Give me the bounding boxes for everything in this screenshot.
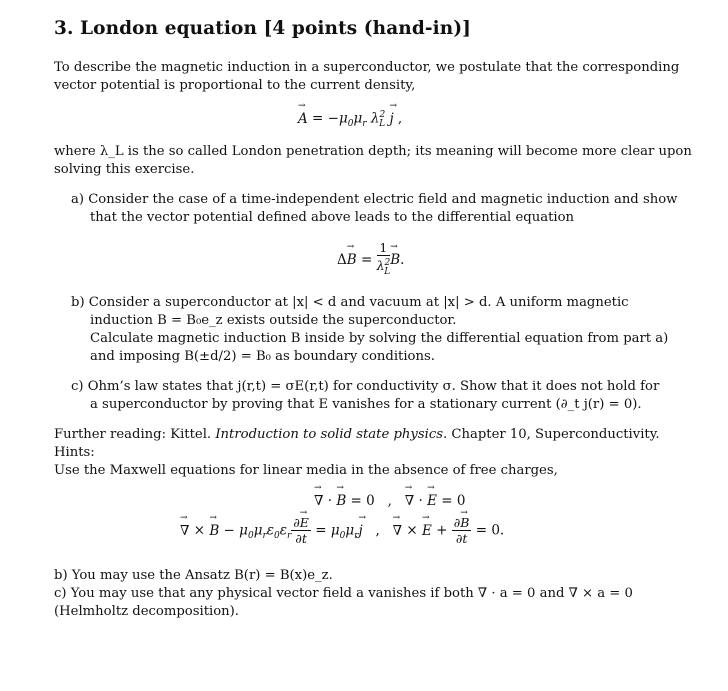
where-line-2: solving this exercise. [54,162,195,177]
hints-label: Hints: [54,445,95,460]
where-line-1: where λ_L is the so called London penetration depth; its meaning will become more clear upon [54,144,692,159]
hint-c-line-2: (Helmholtz decomposition). [54,604,239,619]
hint-c-line-1: c) You may use that any physical vector field a vanishes if both ∇ · a = 0 and ∇ × a = 0 [54,586,633,601]
part-b-line-2: induction B = B₀e_z exists outside the superconductor. [90,313,457,328]
maxwell-intro: Use the Maxwell equations for linear media in the absence of free charges, [54,463,558,478]
further-reading-suffix: Chapter 10, Superconductivity. [447,427,660,442]
part-c-line-2: a superconductor by proving that E vanishes for a stationary current (∂_t j(r) = 0). [90,397,642,412]
intro-line-1: To describe the magnetic induction in a superconductor, we postulate that the corresponding [54,60,680,75]
further-reading [54,426,660,444]
vector-potential-equation: → $A = -\mu_0\mu_r$ $\lambda^2_L \to j$ , [298,110,402,129]
exercise-heading: 3. London equation [4 points (hand-in)] [54,18,472,39]
part-b-line-3: Calculate magnetic induction B inside by solving the differential equation from part a) [90,331,669,346]
part-c-line-1: c) Ohm’s law states that j(r,t) = σE(r,t) for conductivity σ. Show that it does not hold for [71,379,660,394]
part-b-line-4: and imposing B(±d/2) = B₀ as boundary conditions. [90,349,435,364]
london-differential-equation: Δ→ B = $\frac{1}{\lambda^2_L}$ → B. [337,241,404,280]
further-reading-prefix: Further reading: Kittel. [54,427,216,442]
maxwell-curl-equations: → ∇ × → $B - \mu_0\mu_r\varepsilon_0\varepsilon_r$ $\frac{\partial\to E}{\partial t}$ = $\mu_0\mu_r\to j$ , → ∇ × → E + $\frac{\partial\to B}{\partial t}$ = 0. [180,516,504,546]
further-reading-title: Introduction to solid state physics. [215,427,448,442]
hint-b: b) You may use the Ansatz B(r) = B(x)e_z. [54,568,333,583]
intro-line-2: vector potential is proportional to the current density, [54,78,416,93]
part-b-line-1: b) Consider a superconductor at |x| < d and vacuum at |x| > d. A uniform magnetic [71,295,629,310]
maxwell-divergence-equations: → ∇ · → B = 0 , → ∇ · → E = 0 [314,493,465,509]
part-a-line-2: that the vector potential defined above leads to the differential equation [90,210,575,225]
part-a-line-1: a) Consider the case of a time-independent electric field and magnetic induction and show [71,192,678,207]
